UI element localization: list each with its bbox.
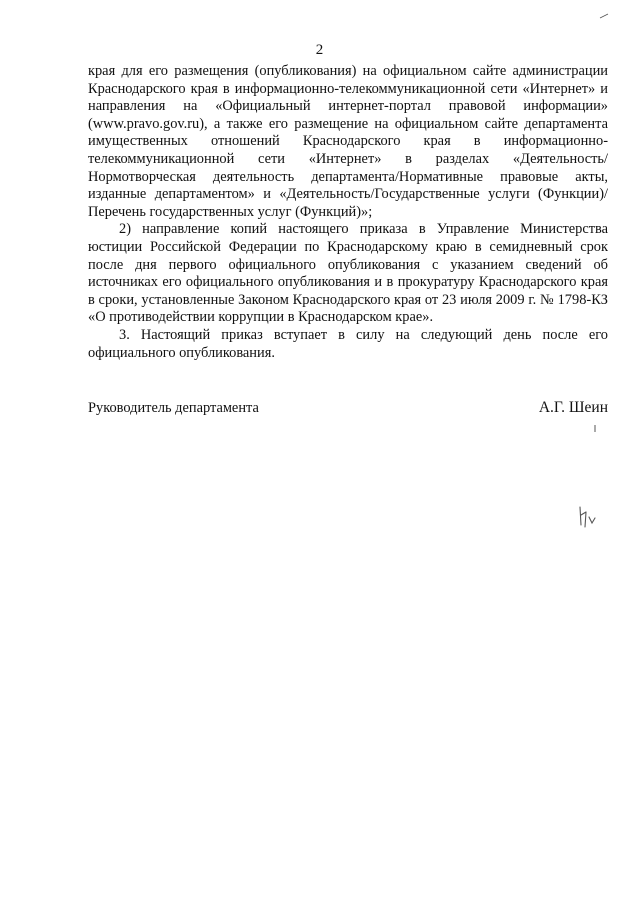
paragraph-item-2: 2) направление копий настоящего приказа в Управление Министерства юстиции Российской Федерации по Краснодарскому краю в семидневный срок после дня первого официального опубликования с указанием сведений об источниках его официального опубликования и в прокуратуру Краснодарского края в сроки, установленные Законом Краснодарского края от 23 июля 2009 г. № 1798-КЗ «О противодействии коррупции в Краснодарском крае». [88,221,608,326]
signature-role: Руководитель департамента [88,400,259,416]
paragraph-item-3: 3. Настоящий приказ вступает в силу на следующий день после его официального опубликования. [88,326,608,361]
page-number: 2 [315,42,324,58]
scan-speck [592,424,598,434]
signature-name: А.Г. Шеин [538,399,608,416]
scan-speck [598,12,610,20]
document-body [88,63,608,362]
paragraph-continuation: края для его размещения (опубликования) на официальном сайте администрации Краснодарского края в информационно-телекоммуникационной сети «Интернет» и направления на «Официальный интернет-портал правовой информации» (www.pravo.gov.ru), а также его размещение на официальном сайте департамента имущественных отношений Краснодарского края в информационно-телекоммуникационной сети «Интернет» в разделах «Деятельность/Нормотворческая деятельность департамента/Нормативные правовые акты, изданные департаментом» и «Деятельность/Государственные услуги (Функции)/Перечень государственных услуг (Функций)»; [88,63,608,220]
handwritten-initial-mark [570,503,600,533]
